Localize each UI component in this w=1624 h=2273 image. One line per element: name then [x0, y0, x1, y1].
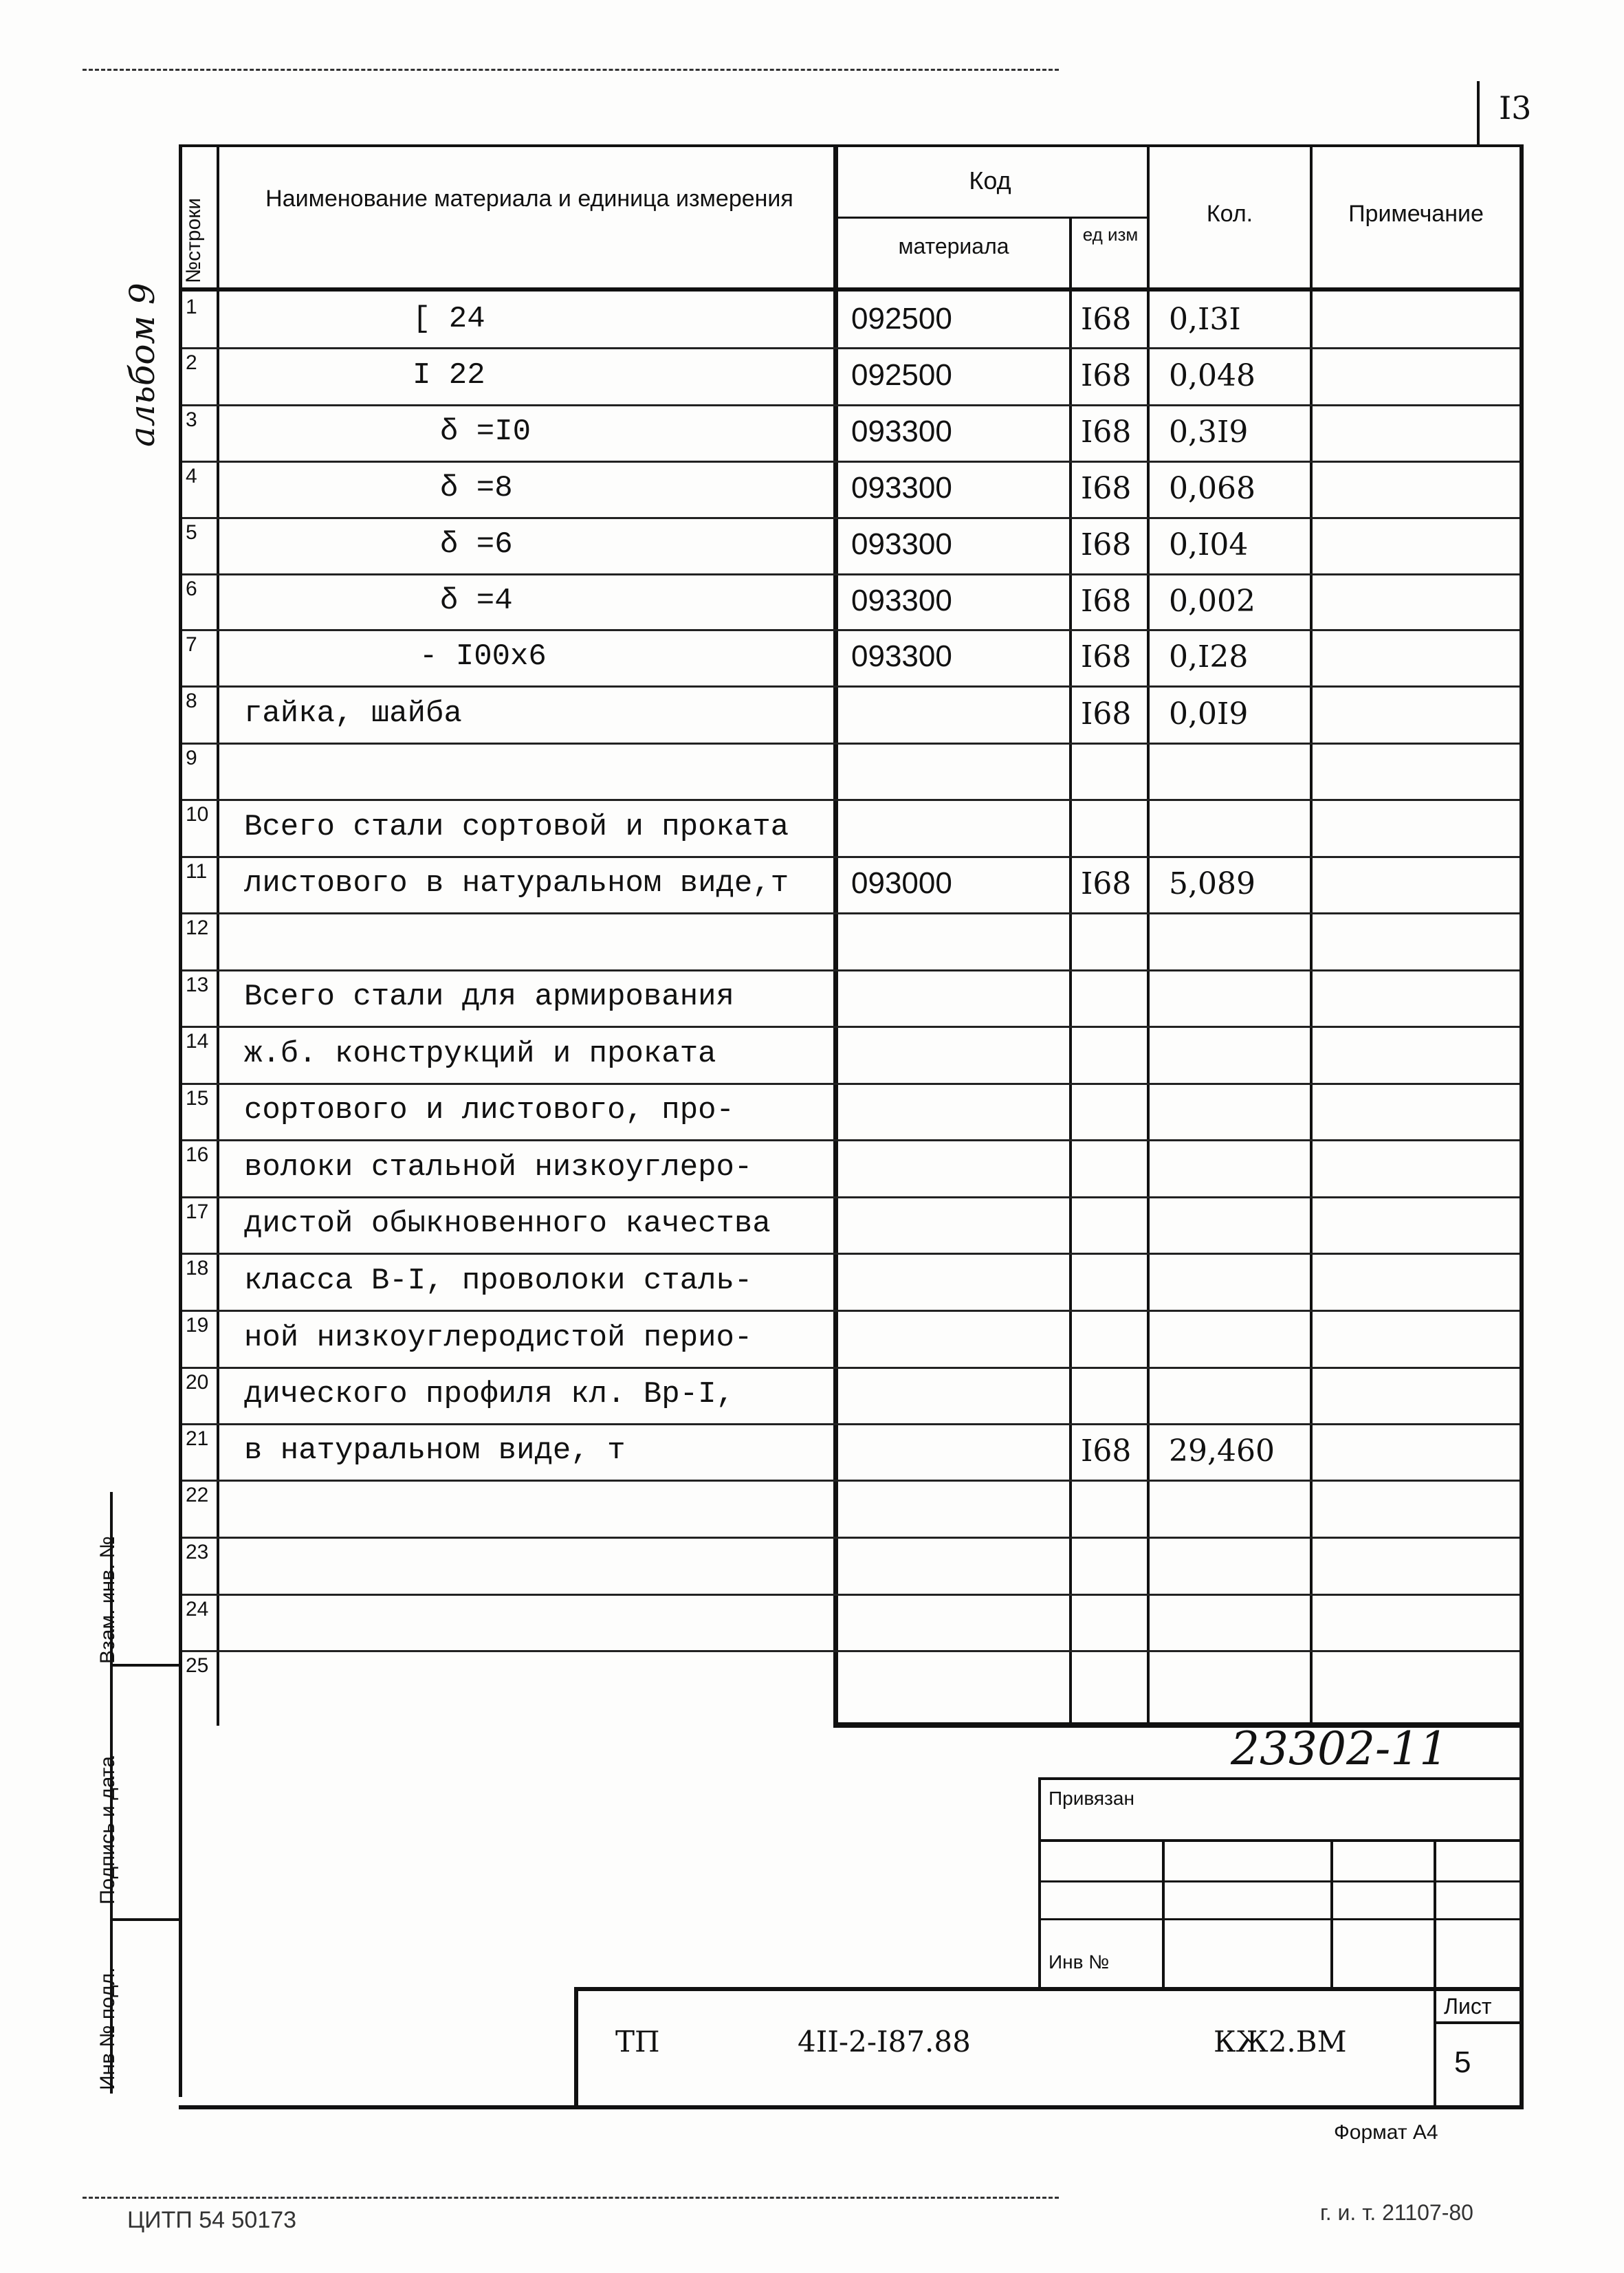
row-number: 14	[186, 1030, 209, 1053]
row-separator	[182, 912, 1519, 914]
bottom-rule	[83, 2197, 1059, 2199]
row-quantity: 29,460	[1169, 1434, 1275, 1469]
stamp-inv-no: Инв №	[1049, 1951, 1110, 1973]
col-num-divider	[217, 144, 219, 1726]
row-number: 18	[186, 1257, 209, 1280]
handwritten-number: 23302-11	[1231, 1722, 1449, 1775]
row-material-code: 092500	[851, 301, 952, 336]
stamp-privyazan: Привязан	[1049, 1788, 1134, 1809]
footer-right: г. и. т. 21107-80	[1320, 2200, 1473, 2225]
row-name: дического профиля кл. Вр-I,	[244, 1377, 734, 1412]
row-separator	[182, 743, 1519, 745]
row-number: 3	[186, 408, 197, 431]
row-name: δ =4	[440, 583, 513, 618]
side-inv-podl: Инв № подл.	[96, 1967, 119, 2090]
header-row-num: №строки	[182, 197, 205, 283]
row-name: δ =6	[440, 527, 513, 562]
stamp-col-3	[1434, 1839, 1436, 2107]
row-separator	[182, 1253, 1519, 1255]
row-quantity: 0,048	[1169, 358, 1255, 393]
row-number: 17	[186, 1200, 209, 1223]
row-separator	[182, 1594, 1519, 1596]
row-unit-code: I68	[1081, 415, 1132, 450]
row-name: - I00x6	[419, 639, 547, 674]
row-separator	[182, 404, 1519, 406]
row-number: 9	[186, 747, 197, 769]
row-name: ж.б. конструкций и проката	[244, 1036, 716, 1071]
row-separator	[182, 1310, 1519, 1312]
row-name: δ =I0	[440, 415, 531, 449]
row-number: 20	[186, 1371, 209, 1394]
stamp-col-2	[1330, 1839, 1333, 1990]
title-top	[574, 1987, 1519, 1991]
stamp-top	[1038, 1777, 1519, 1780]
row-number: 21	[186, 1427, 209, 1450]
col-kol-divider	[1310, 144, 1313, 1726]
row-unit-code: I68	[1081, 866, 1132, 901]
row-number: 1	[186, 296, 197, 318]
row-number: 12	[186, 916, 209, 939]
row-unit-code: I68	[1081, 527, 1132, 562]
col-name-divider	[833, 144, 838, 1726]
row-unit-code: I68	[1081, 639, 1132, 674]
row-name: волоки стальной низкоуглеро-	[244, 1150, 753, 1185]
row-number: 19	[186, 1314, 209, 1337]
row-number: 5	[186, 521, 197, 544]
row-material-code: 093300	[851, 527, 952, 561]
stamp-tp: ТП	[615, 2025, 660, 2058]
side-split-1	[110, 1664, 179, 1667]
stamp-line-1	[1038, 1839, 1519, 1842]
row-name: Всего стали сортовой и проката	[244, 809, 789, 844]
row-number: 13	[186, 974, 209, 996]
row-quantity: 0,I28	[1169, 639, 1249, 674]
row-unit-code: I68	[1081, 696, 1132, 732]
stamp-col-1	[1162, 1839, 1165, 1990]
row-number: 8	[186, 690, 197, 712]
row-number: 4	[186, 465, 197, 487]
stamp-left	[1038, 1777, 1041, 1990]
row-separator	[182, 629, 1519, 631]
row-name: гайка, шайба	[244, 696, 462, 731]
row-quantity: 0,3I9	[1169, 415, 1249, 450]
row-name: I 22	[413, 358, 485, 393]
row-separator	[182, 969, 1519, 971]
row-name: листового в натуральном виде,т	[244, 866, 789, 901]
frame-top	[179, 144, 1519, 147]
row-separator	[182, 685, 1519, 688]
row-number: 10	[186, 803, 209, 826]
header-kod: Код	[969, 166, 1011, 195]
row-name: в натуральном виде, т	[244, 1434, 626, 1468]
top-rule	[83, 69, 1059, 71]
corner-divider	[1477, 81, 1480, 144]
row-name: δ =8	[440, 471, 513, 505]
header-ed-izm: ед изм	[1082, 224, 1139, 245]
row-material-code: 093300	[851, 639, 952, 673]
row-separator	[182, 461, 1519, 463]
row-separator	[182, 1139, 1519, 1141]
row-number: 2	[186, 351, 197, 374]
row-name: Всего стали для армирования	[244, 980, 734, 1014]
row-number: 24	[186, 1598, 209, 1621]
row-separator	[182, 573, 1519, 575]
title-left	[574, 1987, 578, 2107]
header-kol: Кол.	[1206, 201, 1253, 227]
stamp-line-2	[1038, 1880, 1519, 1882]
header-bottom	[179, 287, 1519, 292]
stamp-mark: КЖ2.ВМ	[1214, 2025, 1347, 2058]
row-separator	[182, 1026, 1519, 1028]
row-quantity: 0,I04	[1169, 527, 1249, 562]
row-number: 11	[186, 860, 208, 883]
row-name: дистой обыкновенного качества	[244, 1207, 771, 1241]
stamp-line-3	[1038, 1918, 1519, 1920]
row-name: класса В-I, проволоки сталь-	[244, 1263, 753, 1298]
side-podpis-data: Подпись и дата	[96, 1756, 119, 1904]
row-unit-code: I68	[1081, 301, 1132, 337]
row-number: 25	[186, 1654, 209, 1677]
format-label: Формат А4	[1334, 2121, 1438, 2144]
frame-left	[179, 144, 182, 2097]
title-bottom	[179, 2105, 1524, 2109]
row-unit-code: I68	[1081, 1434, 1132, 1469]
row-number: 16	[186, 1143, 209, 1166]
row-number: 23	[186, 1541, 209, 1563]
row-separator	[182, 1423, 1519, 1425]
row-number: 22	[186, 1484, 209, 1506]
row-separator	[182, 1367, 1519, 1369]
row-name: ной низкоуглеродистой перио-	[244, 1320, 753, 1355]
row-number: 15	[186, 1087, 209, 1110]
side-split-2	[110, 1918, 179, 1921]
row-quantity: 0,I3I	[1169, 301, 1241, 337]
row-material-code: 093000	[851, 866, 952, 900]
row-separator	[182, 799, 1519, 801]
kod-split	[833, 217, 1147, 219]
row-name: сортового и листового, про-	[244, 1093, 734, 1128]
row-unit-code: I68	[1081, 358, 1132, 393]
frame-right	[1519, 144, 1524, 2109]
row-material-code: 093300	[851, 415, 952, 448]
row-separator	[182, 856, 1519, 858]
row-quantity: 5,089	[1169, 866, 1255, 901]
row-number: 7	[186, 633, 197, 656]
row-separator	[182, 1196, 1519, 1198]
col-ed-divider	[1147, 144, 1150, 1726]
stamp-code: 4II-2-I87.88	[798, 2025, 971, 2058]
row-quantity: 0,068	[1169, 471, 1255, 506]
list-split	[1434, 2021, 1519, 2024]
row-separator	[182, 1650, 1519, 1652]
row-unit-code: I68	[1081, 583, 1132, 619]
row-material-code: 093300	[851, 583, 952, 617]
row-material-code: 093300	[851, 471, 952, 505]
header-prim: Примечание	[1348, 201, 1484, 227]
row-number: 6	[186, 578, 197, 600]
row-quantity: 0,002	[1169, 583, 1255, 619]
stamp-list-value: 5	[1454, 2045, 1471, 2079]
header-material: материала	[898, 234, 1009, 259]
row-separator	[182, 1480, 1519, 1482]
row-separator	[182, 347, 1519, 349]
row-separator	[182, 517, 1519, 519]
side-vzam-inv: Взам. инв. №	[96, 1536, 119, 1664]
row-separator	[182, 1537, 1519, 1539]
row-separator	[182, 1083, 1519, 1085]
album-note: альбом 9	[122, 283, 162, 447]
sheet-corner-number: I3	[1499, 89, 1532, 127]
row-quantity: 0,0I9	[1169, 696, 1249, 732]
footer-left: ЦИТП 54 50173	[127, 2207, 297, 2233]
row-name: [ 24	[413, 301, 485, 336]
row-unit-code: I68	[1081, 471, 1132, 506]
header-name: Наименование материала и единица измерения	[265, 186, 793, 212]
row-material-code: 092500	[851, 358, 952, 392]
stamp-list-label: Лист	[1444, 1994, 1492, 2019]
